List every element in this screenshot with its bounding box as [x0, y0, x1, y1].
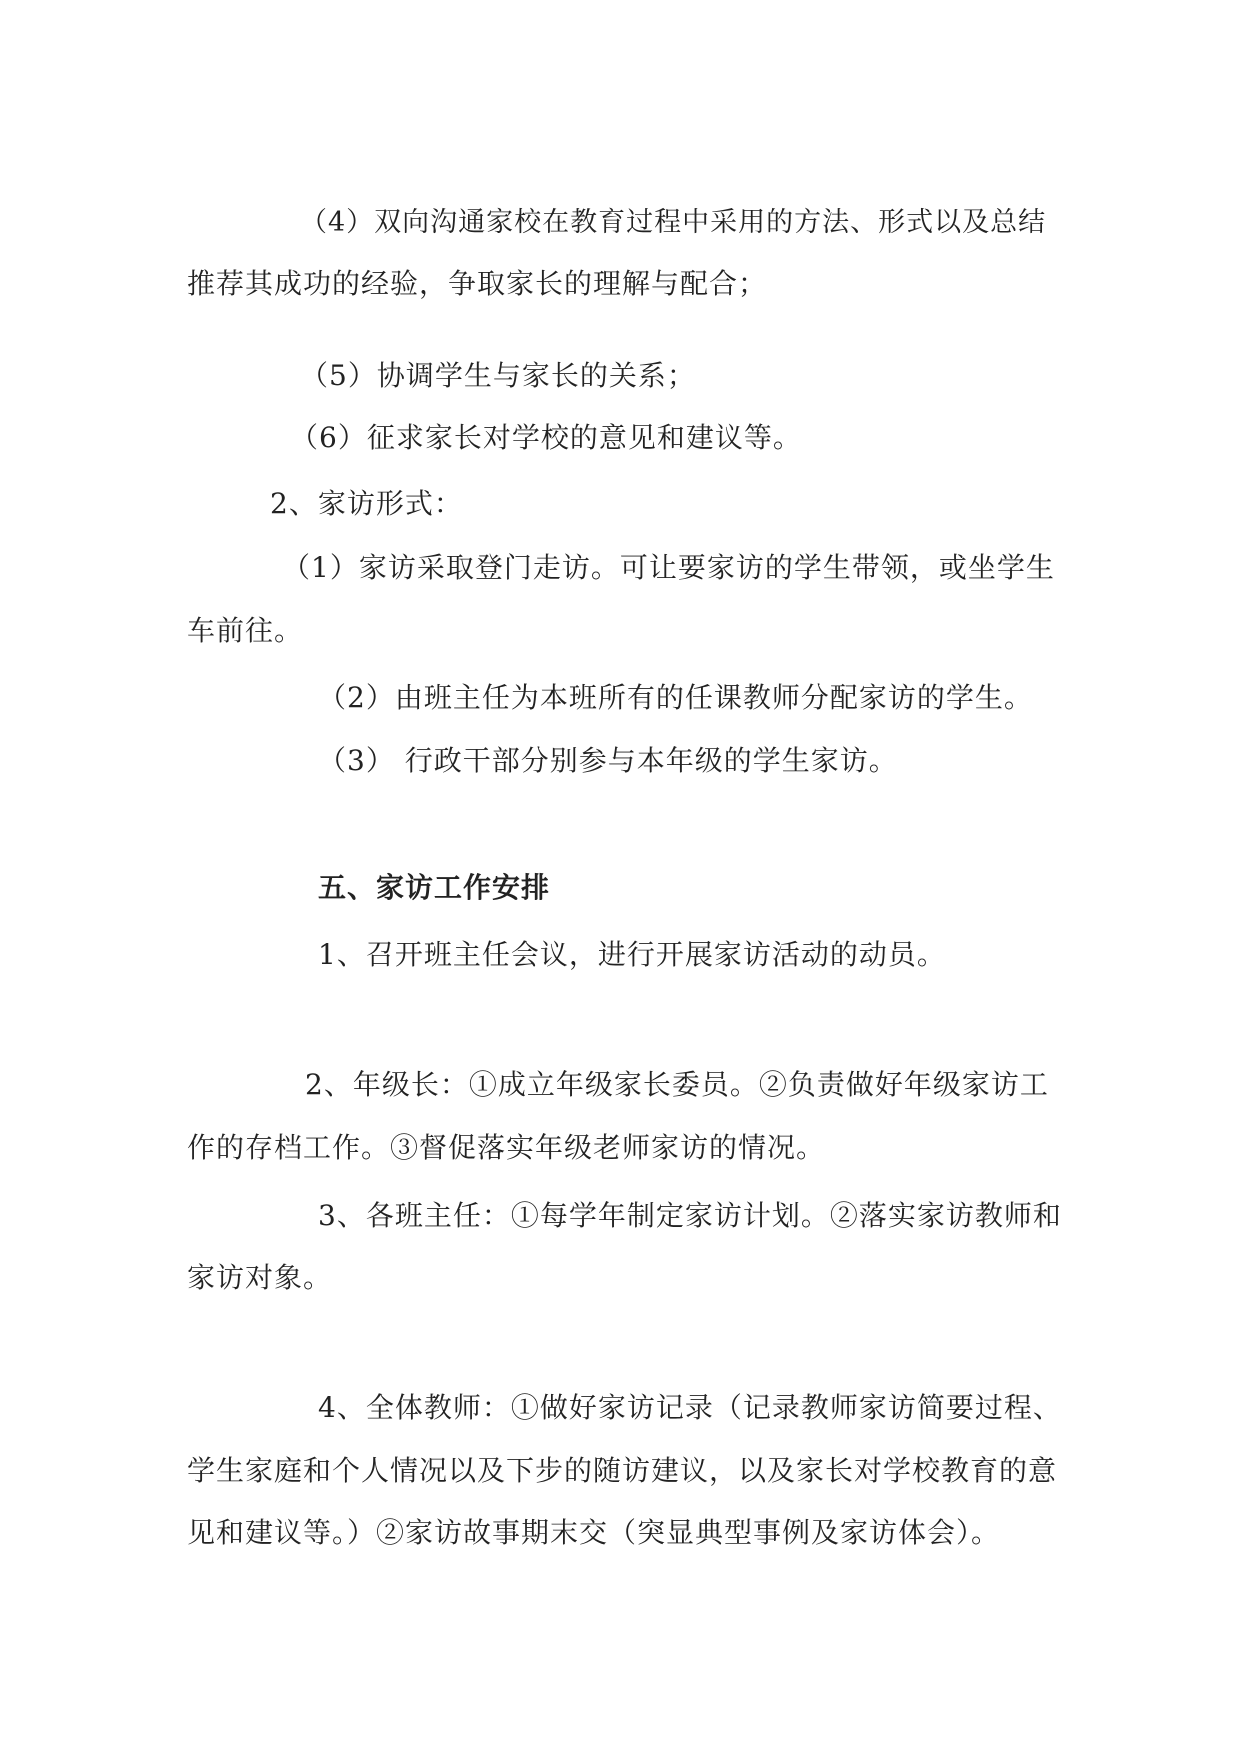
- form-item-2: （2）由班主任为本班所有的任课教师分配家访的学生。: [318, 681, 1033, 714]
- arrangement-2-line-2: 作的存档工作。③督促落实年级老师家访的情况。: [187, 1131, 826, 1164]
- form-item-3: （3） 行政干部分别参与本年级的学生家访。: [318, 744, 898, 777]
- item-4-line-2: 推荐其成功的经验，争取家长的理解与配合；: [187, 267, 768, 300]
- item-4-line-1: （4）双向沟通家校在教育过程中采用的方法、形式以及总结: [300, 207, 1047, 238]
- form-item-1-line-2: 车前往。: [187, 614, 304, 647]
- section-5-title: 五、家访工作安排: [318, 871, 551, 904]
- arrangement-2-line-1: 2、年级长：①成立年级家长委员。②负责做好年级家访工: [305, 1068, 1049, 1101]
- arrangement-4-line-3: 见和建议等。）②家访故事期末交（突显典型事例及家访体会）。: [187, 1516, 1001, 1549]
- form-item-1-line-1: （1）家访采取登门走访。可让要家访的学生带领，或坐学生: [282, 551, 1055, 584]
- arrangement-1: 1、召开班主任会议，进行开展家访活动的动员。: [318, 938, 946, 971]
- section-2-heading: 2、家访形式：: [270, 487, 463, 520]
- item-5: （5）协调学生与家长的关系；: [300, 359, 696, 392]
- arrangement-3-line-2: 家访对象。: [187, 1261, 333, 1294]
- arrangement-4-line-1: 4、全体教师：①做好家访记录（记录教师家访简要过程、: [318, 1391, 1062, 1424]
- arrangement-4-line-2: 学生家庭和个人情况以及下步的随访建议，以及家长对学校教育的意: [187, 1454, 1058, 1487]
- arrangement-3-line-1: 3、各班主任：①每学年制定家访计划。②落实家访教师和: [318, 1199, 1062, 1232]
- item-6: （6）征求家长对学校的意见和建议等。: [290, 421, 802, 454]
